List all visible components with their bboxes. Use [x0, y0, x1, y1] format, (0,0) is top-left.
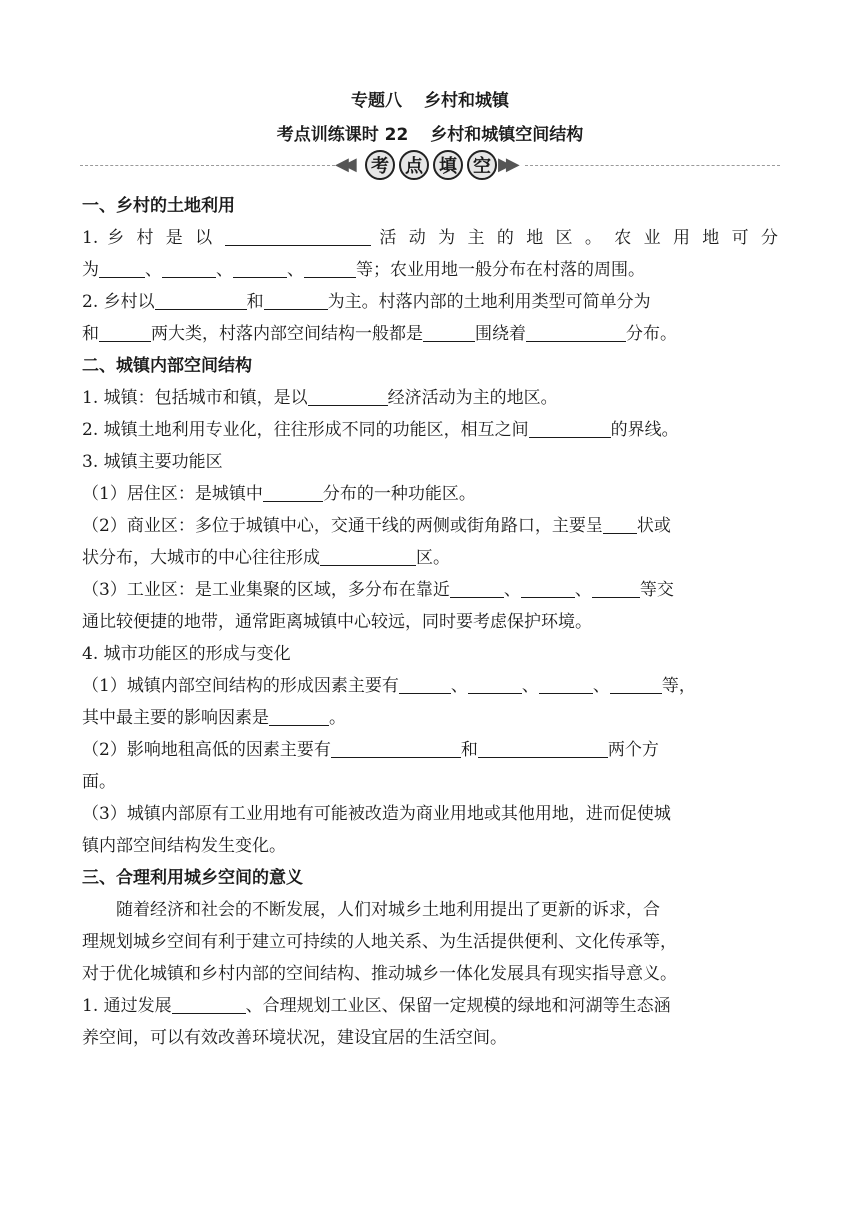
- subtitle-topic: 乡村和城镇空间结构: [430, 125, 584, 145]
- text-line: 2. 城镇土地利用专业化，往往形成不同的功能区，相互之间 的界线。: [82, 414, 778, 446]
- text-line: （3）城镇内部原有工业用地有可能被改造为商业用地或其他用地，进而促使城: [82, 804, 671, 824]
- text-line: 1. 乡 村 是 以 活 动 为 主 的 地 区 。 农 业 用 地 可 分: [82, 222, 778, 254]
- fill-blank[interactable]: [269, 705, 329, 726]
- fill-blank[interactable]: [423, 321, 475, 342]
- text-line: 1. 通过发展 、合理规划工业区、保留一定规模的绿地和河湖等生态涵: [82, 990, 778, 1022]
- fill-blank[interactable]: [592, 577, 640, 598]
- banner-chip: 填: [433, 150, 463, 180]
- fill-blank[interactable]: [539, 673, 593, 694]
- text-line: 通比较便捷的地带，通常距离城镇中心较远，同时要考虑保护环境。: [82, 612, 592, 632]
- section-heading: 三、合理利用城乡空间的意义: [82, 868, 303, 888]
- text-line: 对于优化城镇和乡村内部的空间结构、推动城乡一体化发展具有现实指导意义。: [82, 964, 677, 984]
- text-line: 和 两大类，村落内部空间结构一般都是 围绕着 分布。: [82, 318, 778, 350]
- fill-blank[interactable]: [529, 417, 611, 438]
- worksheet-content: [82, 190, 778, 1054]
- banner-right-arrows-icon: ▶▶: [498, 154, 514, 175]
- fill-blank[interactable]: [304, 257, 356, 278]
- banner-left-arrows-icon: ◀◀: [335, 154, 351, 175]
- fill-blank[interactable]: [99, 257, 145, 278]
- fill-blank[interactable]: [99, 321, 151, 342]
- text-line: 4. 城市功能区的形成与变化: [82, 644, 291, 664]
- text-line: （1）城镇内部空间结构的形成因素主要有 、 、 、 等，: [82, 670, 778, 702]
- fill-blank[interactable]: [450, 577, 504, 598]
- text-line: （1）居住区：是城镇中 分布的一种功能区。: [82, 478, 778, 510]
- text-line: 养空间，可以有效改善环境状况，建设宜居的生活空间。: [82, 1028, 507, 1048]
- text-line: 状分布，大城市的中心往往形成 区。: [82, 542, 778, 574]
- banner-chip: 点: [399, 150, 429, 180]
- fill-blank[interactable]: [399, 673, 451, 694]
- section-heading: 一、乡村的土地利用: [82, 196, 235, 216]
- text-line: 1. 城镇：包括城市和镇，是以 经济活动为主的地区。: [82, 382, 778, 414]
- text-line: 镇内部空间结构发生变化。: [82, 836, 286, 856]
- subtitle-lesson: 考点训练课时 22: [276, 125, 409, 145]
- text-line: （2）商业区：多位于城镇中心，交通干线的两侧或街角路口，主要呈 状或: [82, 510, 778, 542]
- text-line: 随着经济和社会的不断发展，人们对城乡土地利用提出了更新的诉求，合: [116, 900, 660, 920]
- fill-blank[interactable]: [610, 673, 662, 694]
- banner-dashed-line-right: [525, 165, 780, 166]
- fill-blank[interactable]: [225, 225, 371, 246]
- fill-blank[interactable]: [155, 289, 247, 310]
- banner-dashed-line-left: [80, 165, 335, 166]
- fill-blank[interactable]: [172, 993, 246, 1014]
- fill-blank[interactable]: [264, 289, 328, 310]
- title-topic: 专题八: [351, 91, 402, 111]
- title-theme: 乡村和城镇: [424, 91, 509, 111]
- section-banner: [80, 148, 780, 184]
- banner-chip: 考: [365, 150, 395, 180]
- fill-blank[interactable]: [468, 673, 522, 694]
- page-subtitle: [0, 120, 860, 145]
- text-line: （2）影响地租高低的因素主要有 和 两个方: [82, 734, 778, 766]
- fill-blank[interactable]: [478, 737, 608, 758]
- fill-blank[interactable]: [526, 321, 626, 342]
- page-title: [0, 86, 860, 111]
- fill-blank[interactable]: [263, 481, 323, 502]
- fill-blank[interactable]: [331, 737, 461, 758]
- fill-blank[interactable]: [162, 257, 216, 278]
- fill-blank[interactable]: [603, 513, 637, 534]
- text-line: 面。: [82, 772, 116, 792]
- text-line: 理规划城乡空间有利于建立可持续的人地关系、为生活提供便利、文化传承等，: [82, 932, 677, 952]
- text-line: 2. 乡村以 和 为主。村落内部的土地利用类型可简单分为: [82, 286, 778, 318]
- banner-chip: 空: [467, 150, 497, 180]
- fill-blank[interactable]: [320, 545, 416, 566]
- text-line: 为 、 、 、 等；农业用地一般分布在村落的周围。: [82, 254, 778, 286]
- section-heading: 二、城镇内部空间结构: [82, 356, 252, 376]
- text-line: 3. 城镇主要功能区: [82, 452, 223, 472]
- banner-chips: [365, 148, 497, 184]
- text-line: （3）工业区：是工业集聚的区域，多分布在靠近 、 、 等交: [82, 574, 778, 606]
- fill-blank[interactable]: [308, 385, 388, 406]
- fill-blank[interactable]: [521, 577, 575, 598]
- text-line: 其中最主要的影响因素是 。: [82, 702, 778, 734]
- fill-blank[interactable]: [233, 257, 287, 278]
